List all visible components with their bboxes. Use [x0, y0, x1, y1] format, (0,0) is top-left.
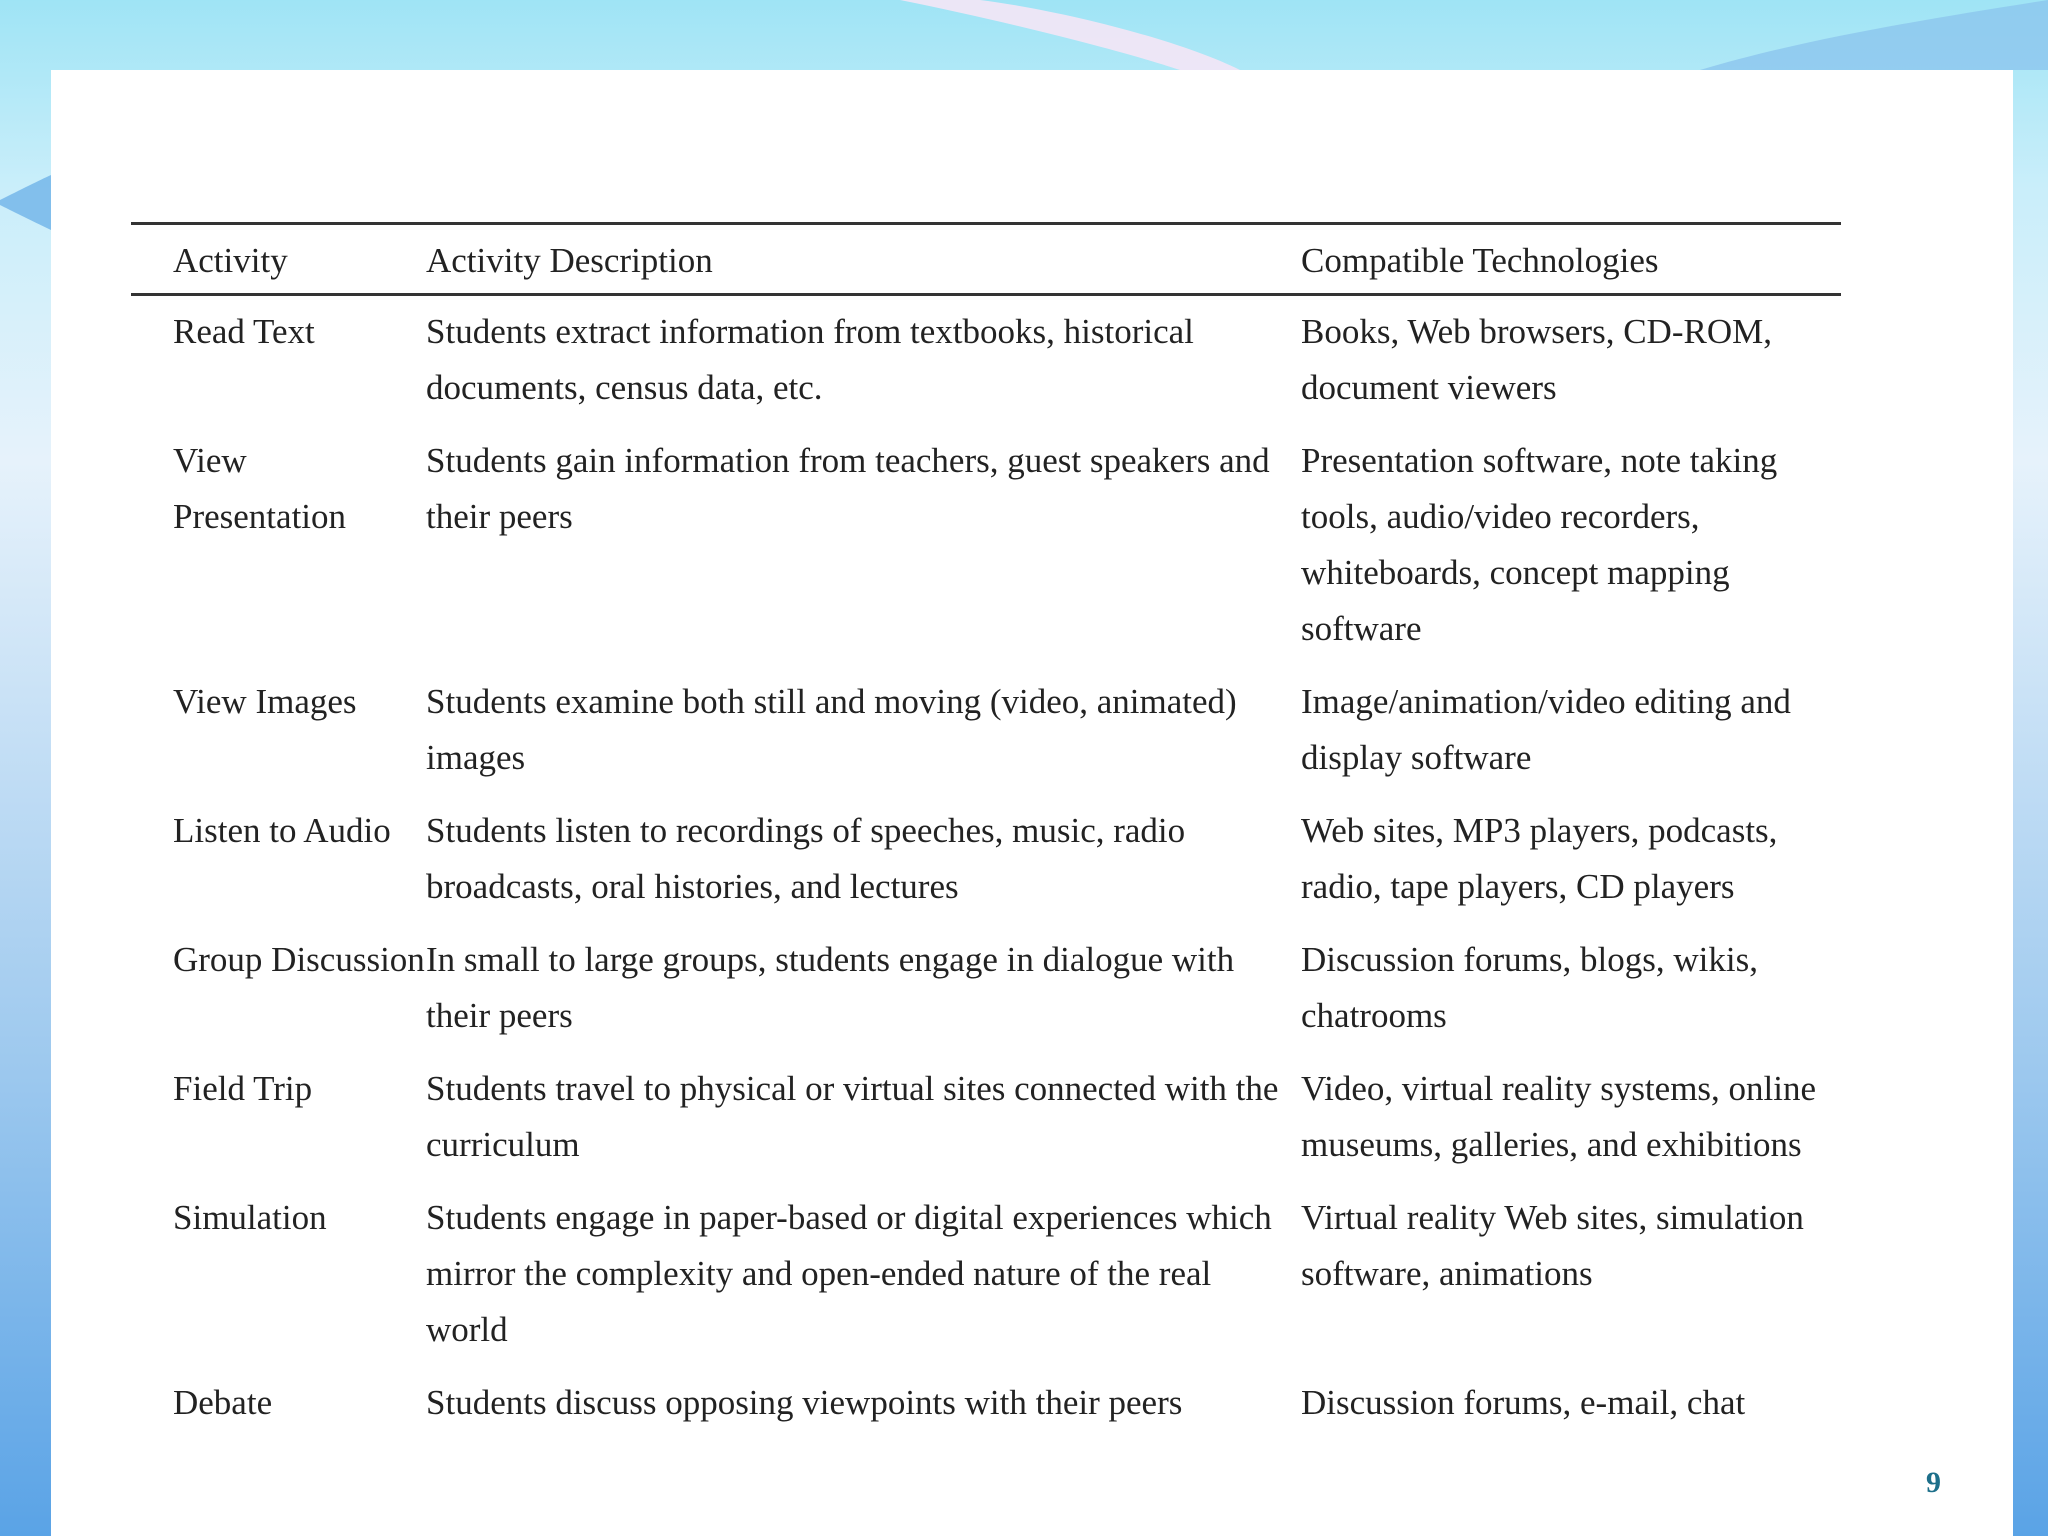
table-row — [131, 1369, 1841, 1442]
header-activity: Activity — [131, 224, 426, 295]
table-header — [131, 224, 1841, 295]
table-row — [131, 427, 1841, 668]
table-body — [131, 295, 1841, 1443]
header-compatible-technologies: Compatible Technologies — [1301, 224, 1841, 295]
cell-activity: Field Trip — [173, 1069, 313, 1108]
cell-description: Students travel to physical or virtual sites connected with the curriculum — [426, 1069, 1279, 1164]
cell-activity: Listen to Audio — [173, 811, 391, 850]
table-row — [131, 1184, 1841, 1369]
cell-activity: View Presentation — [173, 441, 347, 536]
cell-description: Students engage in paper-based or digital experiences which mirror the complexity and open-ended nature of the real world — [426, 1198, 1272, 1349]
cell-technologies: Discussion forums, blogs, wikis, chatrooms — [1301, 940, 1758, 1035]
cell-description: Students examine both still and moving (video, animated) images — [426, 682, 1237, 777]
table-row — [131, 295, 1841, 428]
cell-activity: Simulation — [173, 1198, 327, 1237]
cell-activity: Group Discussion — [173, 940, 425, 979]
cell-activity: View Images — [173, 682, 357, 721]
header-row — [131, 224, 1841, 295]
cell-description: Students gain information from teachers, guest speakers and their peers — [426, 441, 1270, 536]
cell-technologies: Discussion forums, e-mail, chat — [1301, 1383, 1746, 1422]
cell-activity: Debate — [173, 1383, 273, 1422]
table-row — [131, 668, 1841, 797]
table-row — [131, 1055, 1841, 1184]
cell-technologies: Web sites, MP3 players, podcasts, radio, tape players, CD players — [1301, 811, 1778, 906]
page-number: 9 — [1926, 1466, 1941, 1499]
table-row — [131, 926, 1841, 1055]
table-row — [131, 797, 1841, 926]
cell-description: Students discuss opposing viewpoints with their peers — [426, 1383, 1183, 1422]
cell-technologies: Presentation software, note taking tools, audio/video recorders, whiteboards, concept mapping software — [1301, 441, 1778, 648]
content-panel — [51, 70, 2013, 1536]
cell-description: Students extract information from textbooks, historical documents, census data, etc. — [426, 312, 1194, 407]
cell-description: Students listen to recordings of speeches, music, radio broadcasts, oral histories, and lectures — [426, 811, 1186, 906]
cell-technologies: Virtual reality Web sites, simulation software, animations — [1301, 1198, 1804, 1293]
cell-activity: Read Text — [173, 312, 315, 351]
header-activity-description: Activity Description — [426, 224, 1301, 295]
cell-description: In small to large groups, students engage in dialogue with their peers — [426, 940, 1235, 1035]
activity-table-wrapper — [131, 222, 1841, 1442]
activity-table — [131, 222, 1841, 1442]
cell-technologies: Image/animation/video editing and display software — [1301, 682, 1791, 777]
cell-technologies: Video, virtual reality systems, online museums, galleries, and exhibitions — [1301, 1069, 1817, 1164]
cell-technologies: Books, Web browsers, CD-ROM, document viewers — [1301, 312, 1772, 407]
